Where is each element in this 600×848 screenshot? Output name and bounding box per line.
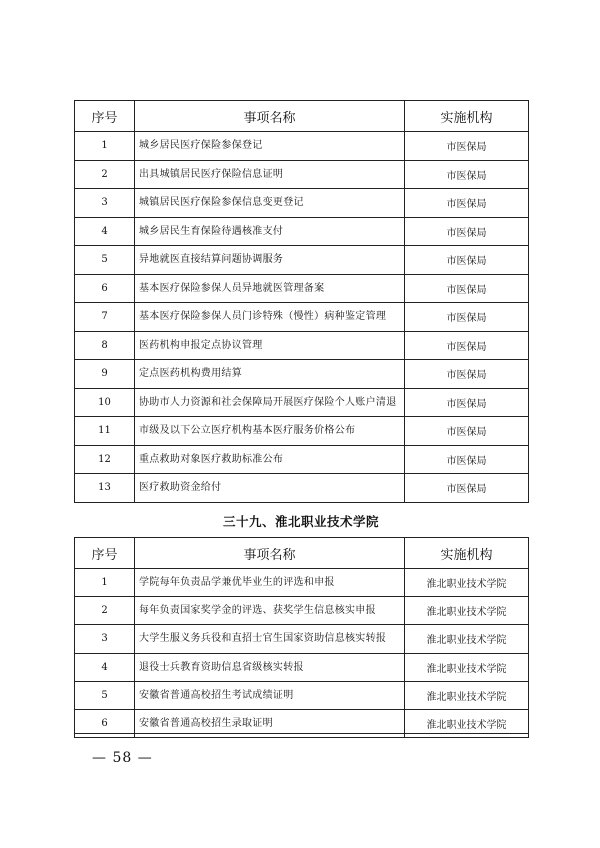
row-item-name: 城乡居民生育保险待遇核准支付 [135, 217, 405, 246]
table-header-row [75, 538, 529, 569]
row-item-name: 协助市人力资源和社会保障局开展医疗保险个人账户清退 [135, 388, 405, 417]
row-serial-number: 6 [75, 709, 135, 737]
row-implementing-agency: 淮北职业技术学院 [405, 653, 529, 681]
row-item-name: 城乡居民医疗保险参保登记 [135, 132, 405, 161]
row-implementing-agency: 市医保局 [405, 388, 529, 417]
header-implementing-agency: 实施机构 [405, 101, 529, 132]
row-serial-number: 5 [75, 246, 135, 275]
row-implementing-agency: 淮北职业技术学院 [405, 597, 529, 625]
row-implementing-agency: 淮北职业技术学院 [405, 569, 529, 597]
row-serial-number: 2 [75, 597, 135, 625]
row-item-name: 异地就医直接结算问题协调服务 [135, 246, 405, 275]
medical-insurance-table [74, 100, 529, 503]
table-row [75, 474, 529, 503]
table-row [75, 445, 529, 474]
table-header-row [75, 101, 529, 132]
header-serial-number: 序号 [75, 538, 135, 569]
row-serial-number: 3 [75, 189, 135, 218]
row-implementing-agency: 市医保局 [405, 132, 529, 161]
row-implementing-agency: 淮北职业技术学院 [405, 709, 529, 737]
row-item-name: 市级及以下公立医疗机构基本医疗服务价格公布 [135, 417, 405, 446]
row-serial-number: 5 [75, 681, 135, 709]
row-item-name: 大学生服义务兵役和直招士官生国家资助信息核实转报 [135, 625, 405, 653]
row-item-name: 基本医疗保险参保人员异地就医管理备案 [135, 274, 405, 303]
table-row [75, 303, 529, 332]
header-implementing-agency: 实施机构 [405, 538, 529, 569]
table-row [75, 625, 529, 653]
row-item-name: 重点救助对象医疗救助标准公布 [135, 445, 405, 474]
header-item-name: 事项名称 [135, 538, 405, 569]
row-implementing-agency: 市医保局 [405, 274, 529, 303]
table-row [75, 160, 529, 189]
row-implementing-agency: 市医保局 [405, 217, 529, 246]
page-number: — 58 — [92, 750, 153, 766]
row-implementing-agency: 市医保局 [405, 445, 529, 474]
row-serial-number: 4 [75, 653, 135, 681]
row-serial-number: 7 [75, 303, 135, 332]
row-item-name: 定点医药机构费用结算 [135, 360, 405, 389]
row-item-name: 基本医疗保险参保人员门诊特殊（慢性）病种鉴定管理 [135, 303, 405, 332]
header-item-name: 事项名称 [135, 101, 405, 132]
table-row [75, 331, 529, 360]
table-row [75, 597, 529, 625]
row-serial-number: 13 [75, 474, 135, 503]
table-row [75, 417, 529, 446]
college-table [74, 537, 529, 738]
row-implementing-agency: 市医保局 [405, 417, 529, 446]
row-item-name: 安徽省普通高校招生录取证明 [135, 709, 405, 737]
table-row [75, 274, 529, 303]
footer-divider [74, 733, 528, 734]
table-body [75, 132, 529, 503]
table-row [75, 217, 529, 246]
table-row [75, 132, 529, 161]
row-item-name: 医疗救助资金给付 [135, 474, 405, 503]
row-serial-number: 1 [75, 569, 135, 597]
row-item-name: 医药机构申报定点协议管理 [135, 331, 405, 360]
table-row [75, 569, 529, 597]
table-row [75, 681, 529, 709]
table-row [75, 189, 529, 218]
row-serial-number: 4 [75, 217, 135, 246]
row-serial-number: 11 [75, 417, 135, 446]
row-item-name: 退役士兵教育资助信息省级核实转报 [135, 653, 405, 681]
row-implementing-agency: 市医保局 [405, 360, 529, 389]
row-implementing-agency: 市医保局 [405, 474, 529, 503]
row-implementing-agency: 市医保局 [405, 189, 529, 218]
row-item-name: 出具城镇居民医疗保险信息证明 [135, 160, 405, 189]
row-serial-number: 12 [75, 445, 135, 474]
row-implementing-agency: 市医保局 [405, 331, 529, 360]
row-serial-number: 2 [75, 160, 135, 189]
row-item-name: 每年负责国家奖学金的评选、获奖学生信息核实申报 [135, 597, 405, 625]
row-serial-number: 1 [75, 132, 135, 161]
row-serial-number: 10 [75, 388, 135, 417]
row-serial-number: 3 [75, 625, 135, 653]
row-implementing-agency: 市医保局 [405, 246, 529, 275]
row-serial-number: 6 [75, 274, 135, 303]
table-body [75, 569, 529, 738]
row-serial-number: 9 [75, 360, 135, 389]
table-row [75, 388, 529, 417]
row-serial-number: 8 [75, 331, 135, 360]
table-row [75, 246, 529, 275]
row-implementing-agency: 市医保局 [405, 160, 529, 189]
table-row [75, 653, 529, 681]
header-serial-number: 序号 [75, 101, 135, 132]
row-implementing-agency: 淮北职业技术学院 [405, 681, 529, 709]
row-item-name: 城镇居民医疗保险参保信息变更登记 [135, 189, 405, 218]
row-item-name: 学院每年负责品学兼优毕业生的评选和申报 [135, 569, 405, 597]
row-implementing-agency: 淮北职业技术学院 [405, 625, 529, 653]
row-item-name: 安徽省普通高校招生考试成绩证明 [135, 681, 405, 709]
section-title: 三十九、淮北职业技术学院 [222, 514, 379, 529]
row-implementing-agency: 市医保局 [405, 303, 529, 332]
table-row [75, 360, 529, 389]
